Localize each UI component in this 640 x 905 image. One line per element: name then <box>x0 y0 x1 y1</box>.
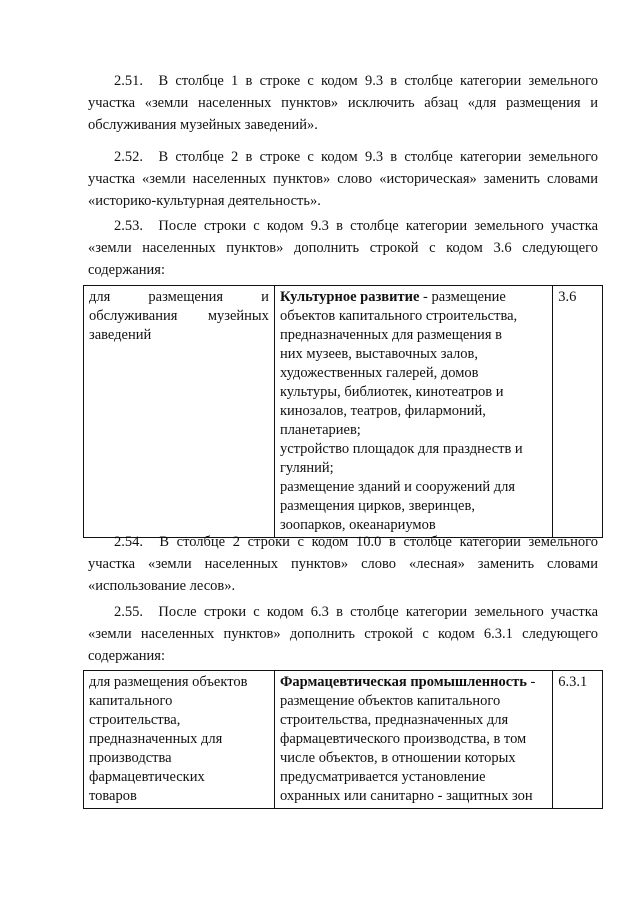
table-cell-use-type <box>274 286 552 538</box>
paragraph-number: 2.51. <box>114 73 143 89</box>
use-description-line: производства <box>89 750 172 766</box>
table-row <box>84 671 603 809</box>
use-type-line: кинозалов, театров, филармоний, <box>279 403 486 419</box>
use-type-line: зоопарков, океанариумов <box>279 517 436 533</box>
use-type-line: художественных галерей, домов <box>279 365 479 381</box>
use-description-line: капитального <box>89 693 173 709</box>
paragraph-text: После строки с кодом 9.3 в столбце категории земельного участка «земли населенных пунктов» дополнить строкой с кодом 3.6 следующего содержания: <box>88 218 599 278</box>
use-type-line: предназначенных для размещения в <box>279 327 502 343</box>
paragraph-number: 2.53. <box>114 218 143 234</box>
paragraph-number: 2.52. <box>114 149 143 165</box>
paragraph-2-53 <box>88 215 598 281</box>
insert-table-6-3-1 <box>83 670 603 809</box>
table-cell-use-description <box>84 671 275 809</box>
use-description-line: для размещения объектов <box>89 674 248 690</box>
use-description-line: товаров <box>89 788 137 804</box>
use-description-line: строительства, <box>89 712 181 728</box>
table-cell-code: 6.3.1 <box>553 671 603 809</box>
paragraph-2-52 <box>88 146 598 212</box>
paragraph-text: В столбце 2 в строке с кодом 9.3 в столбце категории земельного участка «земли населенных пунктов» слово «историческая» заменить словами «историко-культурная деятельность». <box>88 149 599 209</box>
use-type-line: размещение объектов капитального <box>279 693 501 709</box>
paragraph-2-54 <box>88 531 598 597</box>
table-row <box>84 286 603 538</box>
table-cell-use-type <box>274 671 552 809</box>
paragraph-text: После строки с кодом 6.3 в столбце категории земельного участка «земли населенных пунктов» дополнить строкой с кодом 6.3.1 следующего содержания: <box>88 604 599 664</box>
use-description-line: предназначенных для <box>89 731 223 747</box>
paragraph-2-51 <box>88 70 598 136</box>
table-cell-use-description: для размещения и обслуживания музейных заведений <box>84 286 275 538</box>
use-type-line: - размещение объектов капитального строительства, <box>279 289 518 324</box>
use-type-title: Фармацевтическая промышленность <box>279 674 527 690</box>
use-type-line: фармацевтического производства, в том <box>279 731 527 747</box>
use-type-line: охранных или санитарно - защитных зон <box>279 788 533 804</box>
paragraph-number: 2.55. <box>114 604 143 620</box>
paragraph-text: В столбце 1 в строке с кодом 9.3 в столбце категории земельного участка «земли населенных пунктов» исключить абзац «для размещения и обслуживания музейных заведений». <box>88 73 599 133</box>
paragraph-text: В столбце 2 строки с кодом 10.0 в столбце категории земельного участка «земли населенных пунктов» слово «лесная» заменить словами «использование лесов». <box>88 534 598 594</box>
use-type-title: Культурное развитие <box>279 289 420 305</box>
use-type-line: предусматривается установление <box>279 769 486 785</box>
use-type-line: числе объектов, в отношении которых <box>279 750 516 766</box>
use-type-line: них музеев, выставочных залов, <box>279 346 478 362</box>
insert-table-3-6 <box>83 285 603 538</box>
use-type-line: культуры, библиотек, кинотеатров и <box>279 384 504 400</box>
use-type-line: размещение зданий и сооружений для размещения цирков, зверинцев, <box>279 479 516 514</box>
use-type-line: - <box>526 674 536 690</box>
paragraph-2-55 <box>88 601 598 667</box>
use-description-line: фармацевтических <box>89 769 205 785</box>
table-cell-code: 3.6 <box>553 286 603 538</box>
use-type-line: планетариев; <box>279 422 361 438</box>
use-type-line: устройство площадок для празднеств и <box>279 441 523 457</box>
paragraph-number: 2.54. <box>114 534 143 550</box>
use-type-line: строительства, предназначенных для <box>279 712 509 728</box>
use-type-line: гуляний; <box>279 460 334 476</box>
